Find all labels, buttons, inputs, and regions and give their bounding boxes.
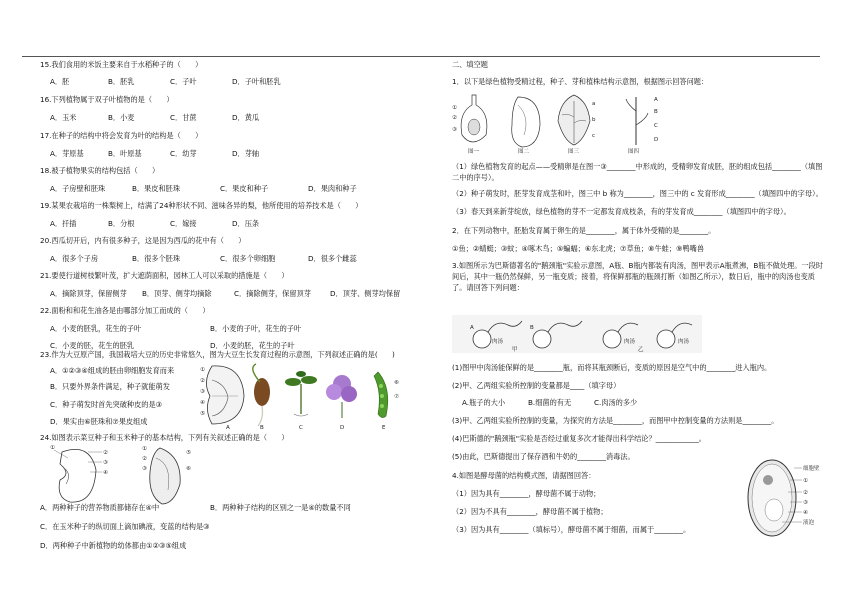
question-24: 24.如图表示菜豆种子和玉米种子的基本结构，下列有关叙述正确的是（ ） [40, 433, 289, 442]
svg-text:E: E [382, 425, 386, 430]
q3-item-1: (1)图甲中肉汤能保鲜的是________瓶，而将其瓶颈断后，变质的原因是空气中的________进入瓶内。 [452, 363, 772, 372]
options-16 [50, 113, 259, 122]
svg-text:A: A [654, 97, 658, 103]
svg-text:②: ② [200, 378, 205, 384]
option-b: B．分根 [108, 219, 135, 228]
svg-text:D: D [340, 425, 345, 430]
option-c: C．幼芽 [170, 149, 197, 158]
svg-text:肉汤: 肉汤 [678, 339, 690, 345]
svg-text:②: ② [142, 456, 147, 462]
svg-text:细胞壁: 细胞壁 [803, 466, 820, 472]
option-b: B．叶原基 [108, 149, 142, 158]
choice-b: B.细菌的有无 [528, 398, 572, 407]
option-c: C．子叶 [170, 77, 197, 86]
figure-four-branch [626, 97, 648, 145]
q4-item-3: （3）因为具有________（填标号），酵母菌不属于细菌，而属于________。 [452, 525, 691, 534]
option-24b: B．两种种子结构的区别之一是④的数量不同 [210, 503, 351, 512]
option-d: D．压条 [232, 219, 260, 228]
svg-text:肉汤: 肉汤 [624, 339, 636, 345]
svg-text:④: ④ [200, 400, 205, 406]
options-17 [50, 149, 259, 158]
option-b: B．很多个胚珠 [132, 254, 181, 263]
svg-text:c: c [592, 133, 596, 139]
seed-structure-figure [50, 444, 200, 508]
question-r2: 2．在下列动物中，胚胎发育属于卵生的是________，属于体外受精的是________。 [452, 226, 716, 235]
options-22-row1 [50, 324, 301, 333]
options-22-row2 [50, 341, 295, 350]
svg-text:C: C [299, 425, 303, 430]
option-d: D．小麦的胚，花生的子叶 [210, 341, 295, 350]
option-b: B．果皮和胚珠 [132, 184, 181, 193]
choice-a: A.瓶子的大小 [462, 398, 506, 407]
question-23: 23.作为大豆原产国，我国栽培大豆的历史非常悠久，图为大豆生长发育过程的示意图，下列叙述正确的是( ) [40, 350, 395, 359]
option-b: B．胚乳 [108, 77, 135, 86]
question-r1: 1．以下是绿色植物受精过程，种子、芽和植株结构示意图，根据图示回答问题： [452, 77, 709, 86]
q3-item-5: (5)由此，巴斯德提出了保存酒和牛奶的________消毒法。 [452, 452, 635, 461]
option-a: A．子房壁和胚珠 [50, 184, 106, 193]
svg-text:③: ③ [803, 500, 808, 506]
option-a: A．摘除顶芽，保留侧芽 [50, 289, 127, 298]
option-c: C．嫁接 [170, 219, 197, 228]
svg-text:②: ② [103, 450, 108, 456]
svg-text:①: ① [803, 478, 808, 484]
question-r4: 4.如图是酵母菌的结构模式图，请据图回答： [452, 471, 596, 480]
svg-text:A: A [226, 425, 230, 430]
option-d: D．芽轴 [232, 149, 260, 158]
option-c: C．果皮和种子 [220, 184, 269, 193]
q4-item-2: （2）因为不具有________，酵母菌不属于植物； [452, 507, 608, 516]
question-19: 19.某果农栽培的一株梨树上，结满了24种形状不同、滋味各异的梨，他所使用的培养技术是（ ） [40, 201, 363, 210]
option-a: A．玉米 [50, 113, 77, 122]
svg-text:a: a [592, 101, 596, 107]
question-15: 15.我们食用的米饭主要来自于水稻种子的（ ） [40, 60, 203, 69]
svg-text:⑤: ⑤ [200, 411, 205, 417]
seedling-C [285, 371, 317, 416]
svg-text:B: B [654, 109, 658, 115]
option-24c: C．在玉米种子的纵切面上滴加碘液，变蓝的结构是③ [40, 522, 210, 531]
plant-structure-figures [452, 91, 664, 155]
option-24d: D．两种种子中新植物的幼体都由①②③⑤组成 [40, 541, 187, 550]
option-23a: A．①②③④组成的胚由卵细胞发育而来 [50, 366, 175, 375]
svg-text:C: C [654, 123, 658, 129]
bean-seed [59, 449, 96, 502]
svg-text:液泡: 液泡 [803, 520, 815, 526]
options-20 [50, 254, 357, 263]
soybean-growth-figure [198, 362, 423, 430]
svg-text:①: ① [452, 105, 457, 111]
q1-item-3: （3）春天到来新芽绽放，绿色植物的芽不一定都发育成枝条，有的芽发育成________（填图四中的字母）。 [452, 207, 791, 216]
question-21: 21.要使行道树枝繁叶茂，扩大遮荫面积，园林工人可以采取的措施是（ ） [40, 271, 289, 280]
q2-animals: ①鱼；②蜻蜓；③蚊；④啄木鸟；⑤蝙蝠；⑥东北虎；⑦草鱼；⑧牛蛙；⑨鸭嘴兽 [452, 244, 705, 253]
q3-choices [462, 398, 637, 407]
option-d: D．很多个雌蕊 [308, 254, 357, 263]
option-c: C．甘蔗 [170, 113, 197, 122]
svg-text:D: D [654, 137, 659, 143]
figure-one-flower [461, 95, 487, 142]
figure-three-bud [558, 95, 590, 145]
option-23b: B．只要外界条件满足，种子就能萌发 [50, 382, 170, 391]
q1-item-2: （2）种子萌发时，胚芽发育成茎和叶，图三中 b 称为________，图三中的 c 发育形成________（填图四中的字母）。 [452, 189, 823, 198]
option-b: B．顶芽、侧芽均摘除 [142, 289, 212, 298]
figure-two-seed [512, 97, 540, 147]
seed-section-A [206, 366, 244, 424]
svg-text:②: ② [803, 490, 808, 496]
option-a: A．芽原基 [50, 149, 84, 158]
svg-text:b: b [592, 117, 596, 123]
svg-text:④: ④ [103, 470, 108, 476]
q4-item-1: （1）因为具有________，酵母菌不属于动物； [452, 489, 601, 498]
svg-text:⑦: ⑦ [394, 394, 399, 400]
option-24a: A．两种种子的营养物质都储存在④中 [40, 503, 160, 512]
options-18 [50, 184, 357, 193]
svg-text:B: B [530, 325, 534, 331]
svg-text:①: ① [142, 446, 147, 452]
option-d: D．子叶和胚乳 [232, 77, 281, 86]
svg-text:③: ③ [200, 389, 205, 395]
options-21 [50, 289, 400, 298]
svg-text:甲: 甲 [512, 347, 518, 353]
option-c: C．很多个卵细胞 [220, 254, 276, 263]
svg-text:⑤: ⑤ [186, 450, 191, 456]
svg-text:乙: 乙 [638, 347, 644, 353]
option-b: B．小麦 [108, 113, 135, 122]
option-23d: D．果实由⑥胚珠和⑦果皮组成 [50, 417, 148, 426]
option-c: C．摘除侧芽，保留顶芽 [234, 289, 311, 298]
choice-c: C.肉汤的多少 [594, 398, 638, 407]
section-heading: 二、填空题 [452, 60, 488, 69]
svg-text:肉汤: 肉汤 [492, 339, 504, 345]
option-d: D．顶芽、侧芽均保留 [330, 289, 401, 298]
question-20: 20.西瓜切开后，内有很多种子，这是因为西瓜的花中有（ ） [40, 236, 246, 245]
swan-neck-flask-figure [452, 315, 702, 353]
svg-text:⑥: ⑥ [394, 380, 399, 386]
option-23c: C．种子萌发时首先突破种皮的是③ [50, 400, 163, 409]
q3-item-2: (2)甲、乙两组实验所控制的变量都是____（填字母） [452, 381, 621, 390]
svg-text:①: ① [50, 445, 55, 451]
svg-text:图一: 图一 [468, 149, 480, 155]
q3-item-4: (4)巴斯德的"鹅颈瓶"实验是否经过重复多次才能得出科学结论？____________。 [452, 434, 706, 443]
q1-item-1: （1）绿色植物发育的起点——受精卵是在图一③________中形成的，受精卵发育成胚，胚的组成包括________（填图二中的序号）。 [452, 162, 823, 182]
flower-D [326, 375, 357, 418]
q3-item-3: (3)甲、乙两组实验所控制的变量，为探究的方法是________，而图甲中控制变量的方法则是________。 [452, 416, 779, 425]
option-b: B．小麦的子叶，花生的子叶 [210, 324, 302, 333]
svg-text:③: ③ [452, 127, 457, 133]
svg-text:图二: 图二 [518, 149, 530, 155]
header-rule [22, 56, 820, 57]
options-19 [50, 219, 259, 228]
svg-text:图三: 图三 [568, 149, 580, 155]
option-a: A．很多个子房 [50, 254, 99, 263]
option-d: D．黄瓜 [232, 113, 260, 122]
svg-text:③: ③ [142, 466, 147, 472]
svg-text:①: ① [200, 367, 205, 373]
option-a: A．扦插 [50, 219, 77, 228]
corn-seed [150, 448, 180, 504]
question-17: 17.在种子的结构中将会发育为叶的结构是（ ） [40, 131, 203, 140]
option-c: C．小麦的胚，花生的胚乳 [50, 341, 135, 350]
question-16: 16.下列植物属于双子叶植物的是（ ） [40, 95, 174, 104]
svg-text:②: ② [452, 115, 457, 121]
option-a: A．小麦的胚乳，花生的子叶 [50, 324, 142, 333]
svg-text:B: B [260, 425, 264, 430]
option-d: D．果肉和种子 [308, 184, 357, 193]
svg-text:A: A [470, 325, 474, 331]
question-18: 18.被子植物果实的结构包括（ ） [40, 166, 160, 175]
options-15 [50, 77, 281, 86]
svg-text:③: ③ [103, 460, 108, 466]
svg-text:图四: 图四 [628, 149, 640, 155]
svg-text:⑥: ⑥ [186, 466, 191, 472]
question-22: 22.面粉和和花生油各是由哪部分加工而成的（ ） [40, 306, 210, 315]
option-a: A．胚 [50, 77, 70, 86]
pod-E [374, 372, 388, 418]
yeast-cell-figure [744, 452, 824, 542]
germinating-seed-B [253, 364, 270, 426]
question-r3: 3.如图所示为巴斯德著名的"鹅颈瓶"实验示意图，A瓶、B瓶内都装有肉汤，图甲表示A瓶煮沸，B瓶不做处理。一段时间后，其中一瓶仍然保鲜，另一瓶变质；接着，将保鲜那瓶的瓶颈打断（如图乙所示），数日后，瓶中的肉汤也变质了。请回答下列问题： [452, 261, 823, 292]
svg-text:④: ④ [803, 510, 808, 516]
